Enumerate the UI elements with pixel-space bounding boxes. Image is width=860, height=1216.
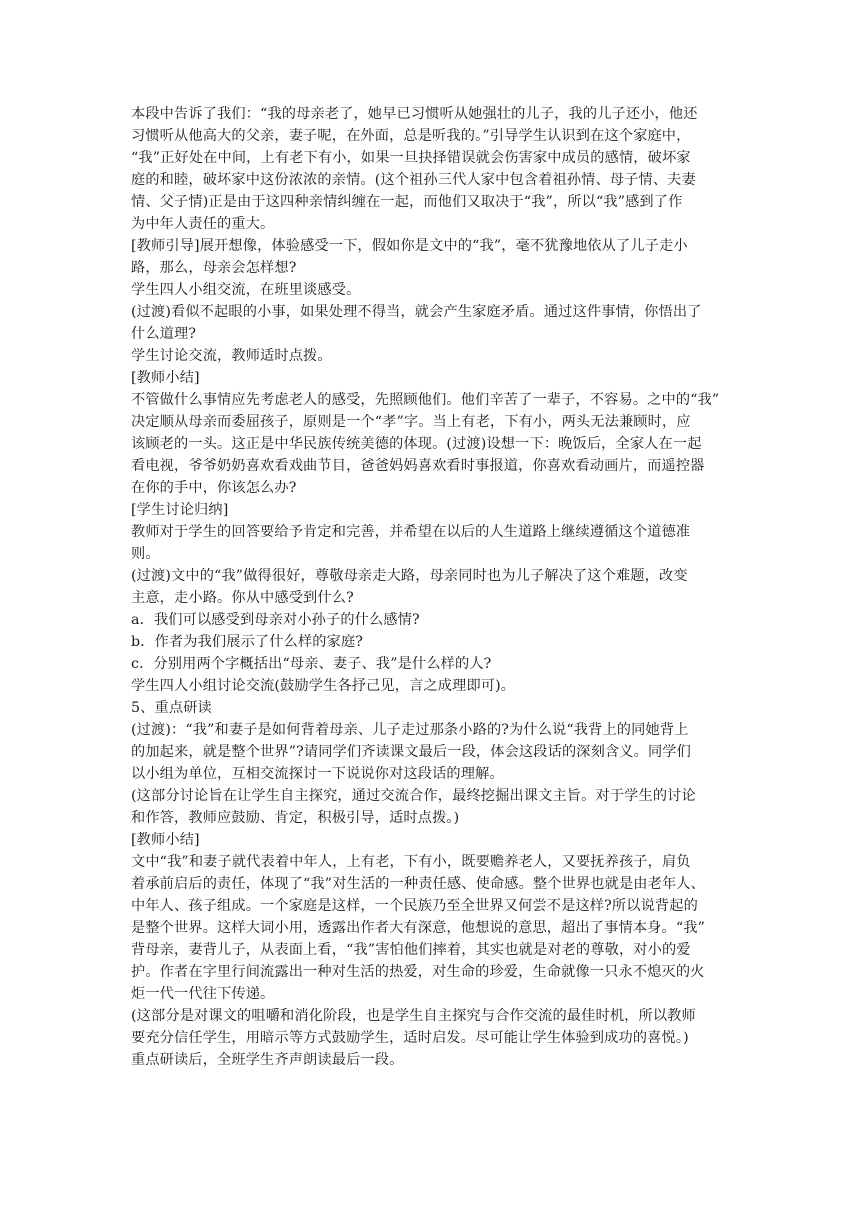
text-line: (这部分是对课文的咀嚼和消化阶段，也是学生自主探究与合作交流的最佳时机，所以教师 bbox=[131, 1008, 696, 1024]
text-line: [教师引导]展开想像，体验感受一下，假如你是文中的“我”，毫不犹豫地依从了儿子走小 bbox=[131, 238, 688, 254]
text-line: 情、父子情)正是由于这四种亲情纠缠在一起，而他们又取决于“我”，所以“我”感到了作 bbox=[131, 194, 683, 210]
text-line: 重点研读后，全班学生齐声朗读最后一段。 bbox=[131, 1052, 404, 1068]
text-line: 炬一代一代往下传递。 bbox=[131, 986, 275, 1002]
list-item: c．分别用两个字概括出“母亲、妻子、我”是什么样的人? bbox=[131, 656, 492, 672]
text-line: 学生讨论交流，教师适时点拨。 bbox=[131, 348, 332, 364]
text-line: 以小组为单位，互相交流探讨一下说说你对这段话的理解。 bbox=[131, 766, 504, 782]
text-line: (过渡)文中的“我”做得很好，尊敬母亲走大路，母亲同时也为儿子解决了这个难题，改变 bbox=[131, 568, 688, 584]
text-line: 背母亲，妻背儿子，从表面上看，“我”害怕他们摔着，其实也就是对老的尊敬，对小的爱 bbox=[131, 942, 691, 958]
text-line: 教师对于学生的回答要给予肯定和完善，并希望在以后的人生道路上继续遵循这个道德准 bbox=[131, 524, 691, 540]
text-line: 不管做什么事情应先考虑老人的感受，先照顾他们。他们辛苦了一辈子，不容易。之中的“我” bbox=[131, 392, 720, 408]
text-line: 主意，走小路。你从中感受到什么? bbox=[131, 590, 354, 606]
text-line: (这部分讨论旨在让学生自主探究，通过交流合作，最终挖掘出课文主旨。对于学生的讨论 bbox=[131, 788, 696, 804]
list-item: a．我们可以感受到母亲对小孙子的什么感情? bbox=[131, 612, 420, 628]
text-line: (过渡)：“我”和妻子是如何背着母亲、儿子走过那条小路的?为什么说“我背上的同她背上 bbox=[131, 722, 689, 738]
text-line: 路，那么，母亲会怎样想? bbox=[131, 260, 297, 276]
list-item: b．作者为我们展示了什么样的家庭? bbox=[131, 634, 364, 650]
text-line: 决定顺从母亲而委屈孩子，原则是一个“孝”字。当上有老，下有小，两头无法兼顾时，应 bbox=[131, 414, 691, 430]
text-line: 则。 bbox=[131, 546, 160, 562]
text-line: 习惯听从他高大的父亲，妻子呢，在外面，总是听我的。”引导学生认识到在这个家庭中， bbox=[131, 128, 691, 144]
text-line: 看电视，爷爷奶奶喜欢看戏曲节目，爸爸妈妈喜欢看时事报道，你喜欢看动画片，而遥控器 bbox=[131, 458, 705, 474]
section-heading: 5、重点研读 bbox=[131, 700, 212, 716]
section-heading: [学生讨论归纳] bbox=[131, 502, 229, 518]
text-line: 中年人、孩子组成。一个家庭是这样，一个民族乃至全世界又何尝不是这样?所以说背起的 bbox=[131, 898, 698, 914]
text-line: 庭的和睦，破坏家中这份浓浓的亲情。(这个祖孙三代人家中包含着祖孙情、母子情、夫妻 bbox=[131, 172, 696, 188]
text-line: 着承前启后的责任，体现了“我”对生活的一种责任感、使命感。整个世界也就是由老年人、 bbox=[131, 876, 705, 892]
text-line: 要充分信任学生，用暗示等方式鼓励学生，适时启发。尽可能让学生体验到成功的喜悦。) bbox=[131, 1030, 689, 1046]
text-line: 护。作者在字里行间流露出一种对生活的热爱，对生命的珍爱，生命就像一只永不熄灭的火 bbox=[131, 964, 705, 980]
text-line: 学生四人小组讨论交流(鼓励学生各抒己见，言之成理即可)。 bbox=[131, 678, 516, 694]
text-line: 什么道理? bbox=[131, 326, 197, 342]
text-line: 学生四人小组交流，在班里谈感受。 bbox=[131, 282, 361, 298]
text-line: 在你的手中，你该怎么办? bbox=[131, 480, 297, 496]
text-line: 文中“我”和妻子就代表着中年人，上有老，下有小，既要赡养老人，又要抚养孩子，肩负 bbox=[131, 854, 691, 870]
text-line: 本段中告诉了我们：“我的母亲老了，她早已习惯听从她强壮的儿子，我的儿子还小，他还 bbox=[131, 106, 698, 122]
text-line: (过渡)看似不起眼的小事，如果处理不得当，就会产生家庭矛盾。通过这件事情，你悟出了 bbox=[131, 304, 702, 320]
text-line: 该顾老的一头。这正是中华民族传统美德的体现。(过渡)设想一下：晚饭后，全家人在一起 bbox=[131, 436, 702, 452]
text-line: 和作答，教师应鼓励、肯定，积极引导，适时点拨。) bbox=[131, 810, 460, 826]
section-heading: [教师小结] bbox=[131, 832, 200, 848]
text-line: 为中年人责任的重大。 bbox=[131, 216, 275, 232]
text-line: 的加起来，就是整个世界”?请同学们齐读课文最后一段，体会这段话的深刻含义。同学们 bbox=[131, 744, 691, 760]
text-line: 是整个世界。这样大词小用，透露出作者大有深意，他想说的意思，超出了事情本身。“我” bbox=[131, 920, 705, 936]
document-body bbox=[131, 103, 731, 1071]
text-line: “我”正好处在中间，上有老下有小，如果一旦抉择错误就会伤害家中成员的感情，破坏家 bbox=[131, 150, 691, 166]
section-heading: [教师小结] bbox=[131, 370, 200, 386]
